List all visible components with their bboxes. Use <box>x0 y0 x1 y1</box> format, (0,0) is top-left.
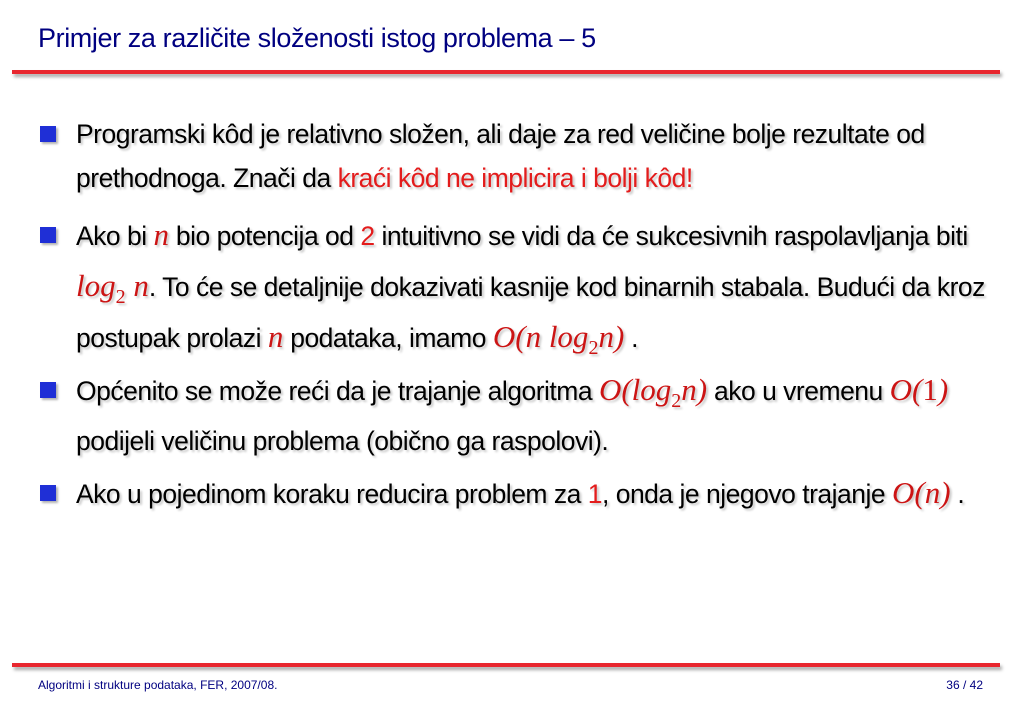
bullet-4-text-b: , onda je njegovo trajanje <box>601 479 892 509</box>
math-o-suffix: n) <box>681 372 708 407</box>
slide-title: Primjer za različite složenosti istog problema – 5 <box>38 23 596 53</box>
math-o-prefix: O(n log <box>492 319 589 354</box>
page-number: 36 / 42 <box>946 678 983 692</box>
math-o1-close: ) <box>937 372 949 407</box>
math-log: log <box>76 268 116 303</box>
number-two: 2 <box>360 221 375 251</box>
title-divider <box>12 70 1000 74</box>
bullet-list <box>40 112 990 519</box>
footer-divider <box>12 663 1000 667</box>
math-o-log-n <box>598 372 708 412</box>
math-n: n <box>153 217 170 252</box>
number-one: 1 <box>587 479 602 509</box>
bullet-4-text-a: Ako u pojedinom koraku reducira problem za <box>76 479 588 509</box>
bullet-1-highlight: kraći kôd ne implicira i bolji kôd! <box>337 163 693 193</box>
math-o1-open: O( <box>889 372 923 407</box>
math-o-suffix: n) <box>598 319 625 354</box>
bullet-3-text-a: Općenito se može reći da je trajanje algoritma <box>76 376 599 406</box>
bullet-4-text-c: . <box>950 479 965 509</box>
footer-course: Algoritmi i strukture podataka, FER, 2007/08. <box>38 678 278 692</box>
math-o-1 <box>890 372 949 407</box>
square-bullet-icon <box>40 227 56 243</box>
bullet-1-text: Programski kôd je relativno složen, ali daje za red veličine bolje rezultate od prethodnoga. Znači da <box>76 119 925 193</box>
bullet-item-2 <box>40 210 990 363</box>
bullet-2-text-b: bio potencija od <box>169 221 361 251</box>
bullet-item-4 <box>40 468 990 519</box>
bullet-item-1 <box>40 112 990 200</box>
math-log-arg: n <box>125 268 149 303</box>
bullet-2-text-f: . <box>624 323 638 353</box>
bullet-3-text-b: ako u vremenu <box>707 376 890 406</box>
math-n: n <box>267 319 284 354</box>
math-o1-one: 1 <box>922 372 938 407</box>
bullet-2-text-c: intuitivno se vidi da će sukcesivnih raspolavljanja biti <box>374 221 968 251</box>
math-o-sub: 2 <box>588 337 599 359</box>
math-o-sub: 2 <box>671 390 682 412</box>
math-log2-n <box>76 268 149 308</box>
bullet-item-3 <box>40 365 990 466</box>
math-o-n: O(n) <box>891 475 951 510</box>
square-bullet-icon <box>40 126 56 142</box>
bullet-2-text-a: Ako bi <box>76 221 154 251</box>
math-o-prefix: O(log <box>598 372 672 407</box>
square-bullet-icon <box>40 382 56 398</box>
bullet-2-text-e: podataka, imamo <box>283 323 493 353</box>
bullet-3-text-c: podijeli veličinu problema (obično ga raspolovi). <box>76 426 609 456</box>
square-bullet-icon <box>40 485 56 501</box>
math-log-base: 2 <box>115 286 126 308</box>
bullet-2-text-d: . To će se detaljnije dokazivati kasnije kod binarnih stabala. Budući da kroz postupak prolazi <box>76 272 985 353</box>
math-o-n-log-n <box>492 319 625 359</box>
